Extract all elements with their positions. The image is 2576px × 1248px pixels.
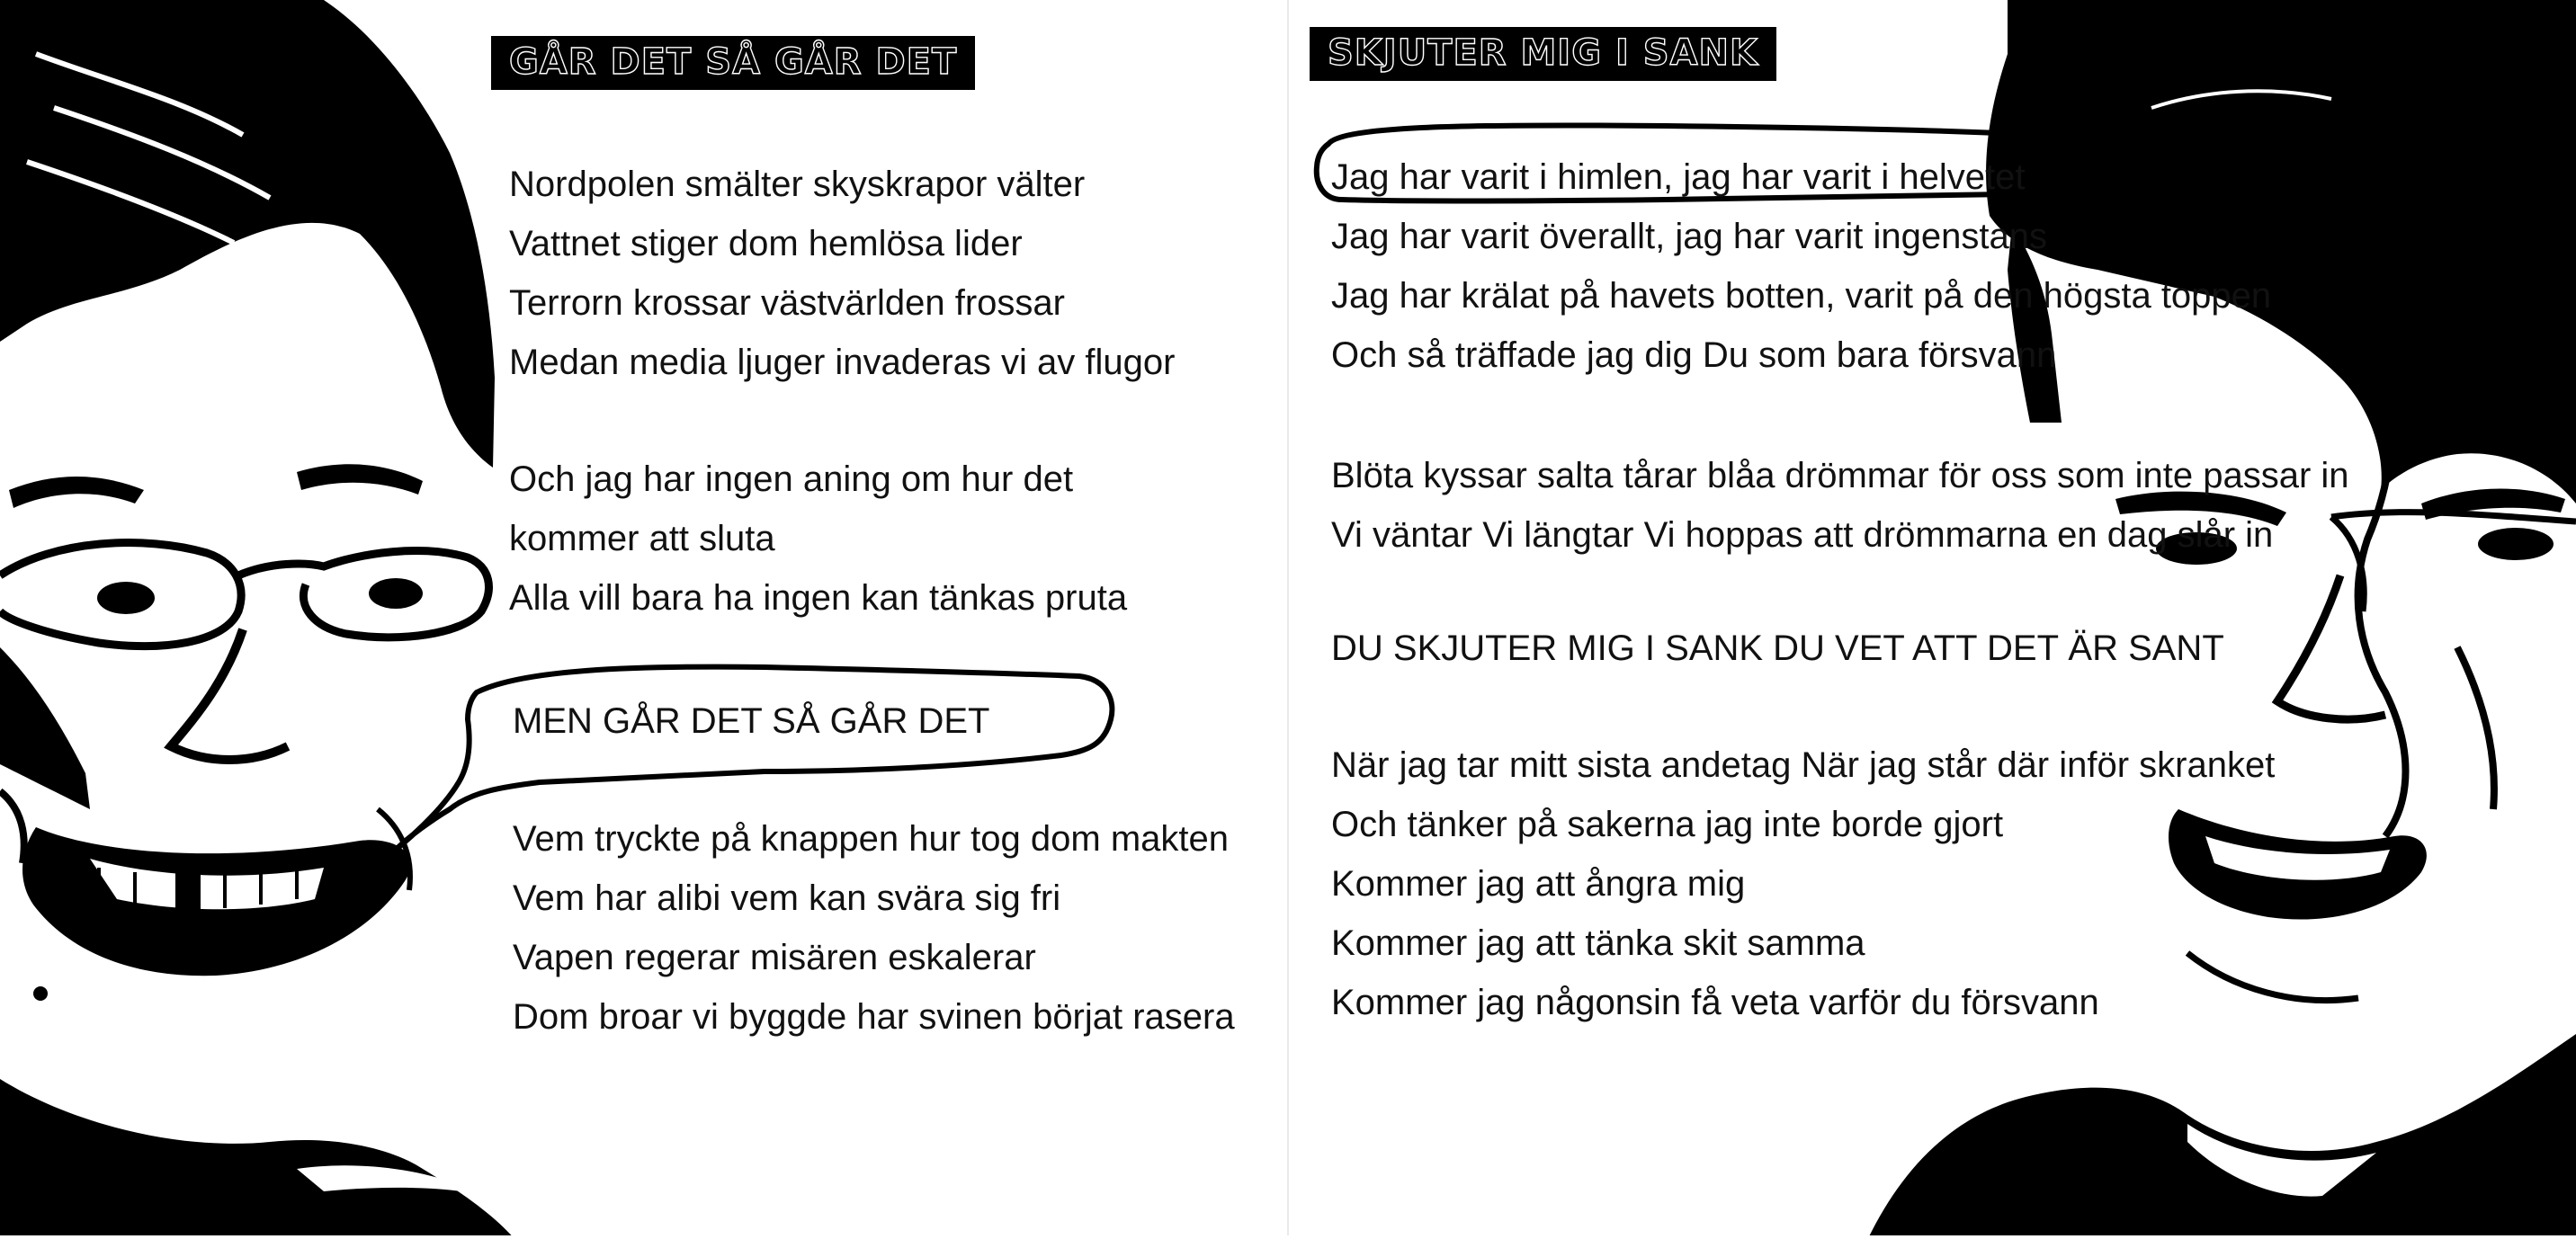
lyric-line: Vem har alibi vem kan svära sig fri — [513, 878, 1061, 918]
left-portrait-nose — [171, 629, 288, 760]
lyric-line: kommer att sluta — [509, 519, 775, 558]
lyric-line: Vattnet stiger dom hemlösa lider — [509, 224, 1023, 263]
lyric-line: Blöta kyssar salta tårar blåa drömmar för oss som inte passar in — [1331, 456, 2349, 495]
right-portrait-eye — [2478, 528, 2554, 560]
lyric-line: När jag tar mitt sista andetag När jag står där inför skranket — [1331, 745, 2276, 785]
lyric-line: Kommer jag att tänka skit samma — [1331, 923, 1865, 963]
lyric-line: Kommer jag att ångra mig — [1331, 864, 1746, 904]
lyric-line: Alla vill bara ha ingen kan tänkas pruta — [509, 578, 1128, 618]
right-chorus: DU SKJUTER MIG I SANK DU VET ATT DET ÄR SANT — [1331, 628, 2224, 668]
left-lyrics-verse3 — [513, 809, 1235, 1047]
left-portrait-eyebrow — [297, 464, 423, 495]
lyric-line: Dom broar vi byggde har svinen börjat rasera — [513, 997, 1235, 1037]
left-portrait-shoulders — [0, 1079, 522, 1248]
lyric-line: Kommer jag någonsin få veta varför du försvann — [1331, 983, 2099, 1022]
scan-bottom-edge — [0, 1235, 2576, 1248]
right-portrait-shoulders — [1864, 1034, 2576, 1248]
page-fold — [1287, 0, 1289, 1248]
lyric-line: Vapen regerar misären eskalerar — [513, 938, 1036, 977]
lyric-line: Och jag har ingen aning om hur det — [509, 459, 1074, 499]
lyric-line: Medan media ljuger invaderas vi av flugor — [509, 343, 1176, 382]
lyric-line: Nordpolen smälter skyskrapor välter — [509, 165, 1086, 204]
lyric-line: Vem tryckte på knappen hur tog dom makten — [513, 819, 1229, 859]
lyric-line: Terrorn krossar västvärlden frossar — [509, 283, 1065, 323]
left-song-title-box — [491, 36, 975, 90]
lyric-line: Jag har varit överallt, jag har varit ingenstans — [1331, 217, 2047, 256]
right-song-title-box — [1310, 27, 1776, 81]
left-portrait-eyebrow — [9, 477, 144, 508]
left-song-title: GÅR DET SÅ GÅR DET — [509, 41, 958, 83]
lyric-line: Vi väntar Vi längtar Vi hoppas att drömmarna en dag slår in — [1331, 515, 2274, 555]
right-page — [1288, 0, 2576, 1248]
right-lyrics-verse3 — [1331, 735, 2275, 1032]
right-lyrics — [1331, 147, 2349, 565]
left-chorus: MEN GÅR DET SÅ GÅR DET — [513, 701, 990, 741]
lyric-line: Och så träffade jag dig Du som bara försvann — [1331, 335, 2057, 375]
right-song-title: SKJUTER MIG I SANK — [1328, 32, 1758, 74]
lyric-line: Jag har varit i himlen, jag har varit i helvetet — [1331, 157, 2026, 197]
left-lyrics — [509, 155, 1175, 628]
lyric-line: Jag har krälat på havets botten, varit på den högsta toppen — [1331, 276, 2272, 316]
lyric-line: Och tänker på sakerna jag inte borde gjort — [1331, 805, 2004, 844]
